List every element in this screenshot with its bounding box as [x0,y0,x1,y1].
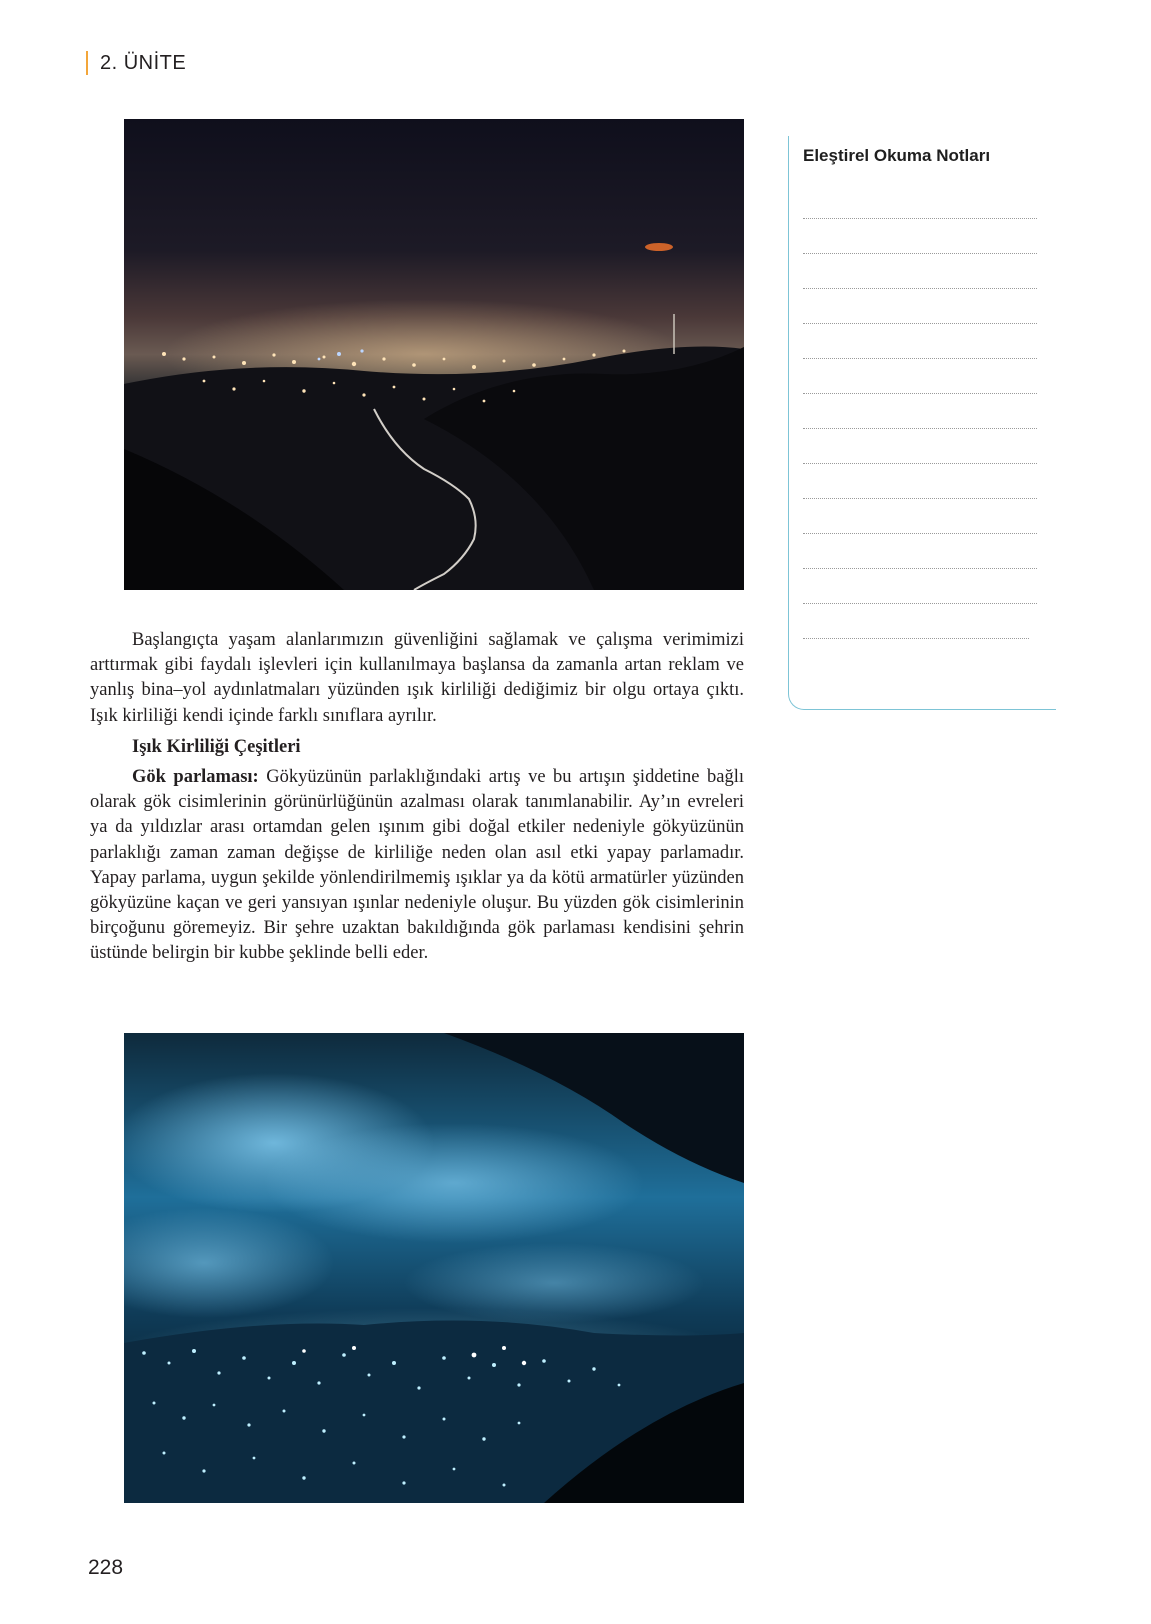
night-city-lights-photo [124,119,744,590]
notes-title: Eleştirel Okuma Notları [803,146,991,165]
skyglow-definition: Gökyüzünün parlaklığındaki artış ve bu artışın şiddetine bağlı olarak gök cisimlerinin görünürlüğünün azalması olarak tanımlanabilir. Ay’ın evreleri ya da yıldızlar arası ortamdan gelen ışınım gibi doğal etkiler nedeniyle gökyüzünün parlaklığı zaman zaman değişse de kirliliğe neden olan asıl etki yapay parlamadır. Yapay parlama, uygun şekilde yönlendirilmemiş ışıklar ya da kötü armatürler yüzünden gökyüzüne kaçan ve geri yansıyan ışınlar nedeniyle oluşur. Bu yüzden gök cisimlerinin birçoğunu göremeyiz. Bir şehre uzaktan bakıldığında gök parlaması kendisini şehrin üstünde belirgin bir kubbe şeklinde belli eder. [90,767,744,964]
page-number: 228 [88,1556,124,1579]
note-line[interactable] [803,463,1037,464]
note-line[interactable] [803,533,1037,534]
skyglow-paragraph-body [90,765,744,967]
blue-skyglow-city-photo [124,1033,744,1503]
skyglow-paragraph [90,765,744,967]
city-blue-skyglow-photo [124,1033,744,1503]
note-line[interactable] [803,638,1029,639]
note-line[interactable] [803,603,1037,604]
note-line[interactable] [803,288,1037,289]
note-line[interactable] [803,218,1037,219]
skyglow-term: Gök parlaması: [132,767,259,787]
intro-paragraph [90,628,744,729]
section-heading: Işık Kirliliği Çeşitleri [132,737,301,757]
note-line[interactable] [803,498,1037,499]
unit-header [86,50,186,76]
note-line[interactable] [803,253,1037,254]
note-line[interactable] [803,323,1037,324]
note-line[interactable] [803,428,1037,429]
unit-label: 2. ÜNİTE [100,51,187,74]
unit-accent-bar [86,51,88,75]
intro-paragraph-text: Başlangıçta yaşam alanlarımızın güvenliğini sağlamak ve çalışma verimimizi arttırmak gibi faydalı işlevleri için kullanılmaya başlansa da zamanla artan reklam ve yanlış bina–yol aydınlatmaları yüzünden ışık kirliliği dediğimiz bir olgu ortaya çıktı. Işık kirliliği kendi içinde farklı sınıflara ayrılır. [90,630,744,726]
city-night-skyglow-photo [124,119,744,590]
note-line[interactable] [803,393,1037,394]
note-line[interactable] [803,358,1037,359]
note-line[interactable] [803,568,1037,569]
critical-reading-notes-panel [788,136,1056,710]
